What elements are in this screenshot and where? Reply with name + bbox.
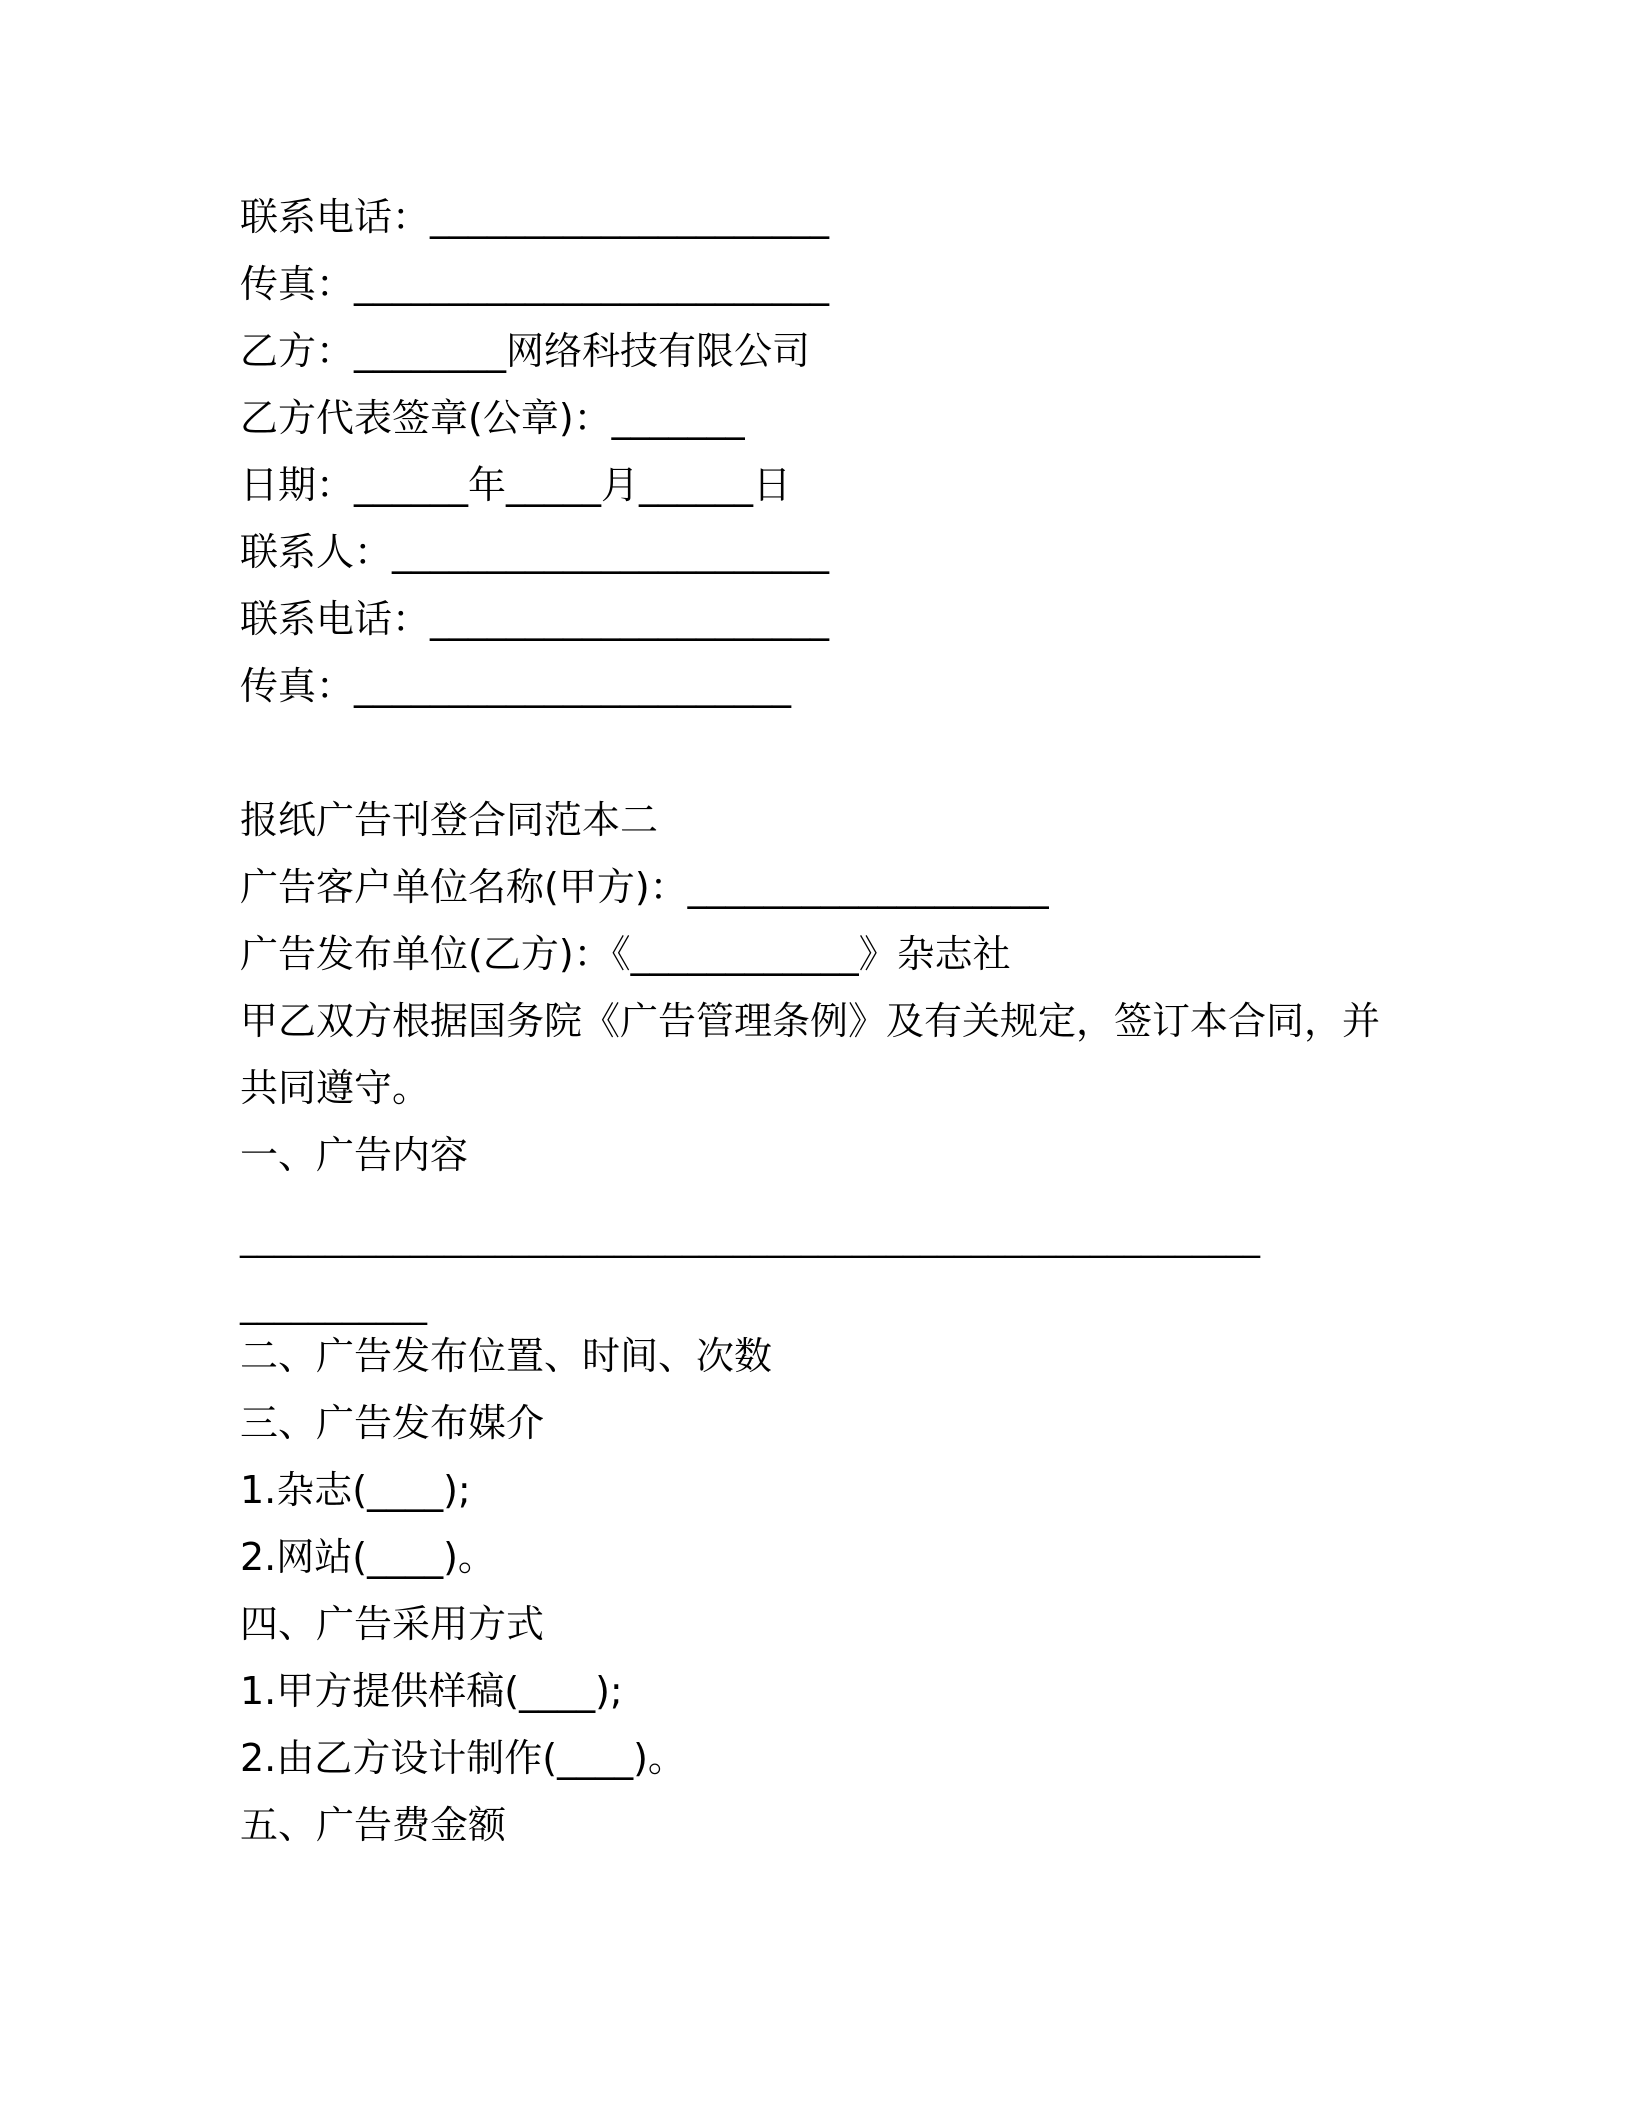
blank-line-short: ___________: [240, 1286, 427, 1326]
heading-fee-amount: 五、广告费金额: [240, 1803, 507, 1847]
media-option-magazine: 1.杂志(____);: [240, 1468, 471, 1512]
client-name-line: 广告客户单位名称(甲方)：___________________: [240, 865, 1049, 909]
heading-position-time-count: 二、广告发布位置、时间、次数: [240, 1334, 773, 1378]
publisher-line: 广告发布单位(乙方)：《____________》杂志社: [240, 932, 1011, 976]
party-a-phone-line: 联系电话：_____________________: [240, 195, 830, 239]
section-title: 报纸广告刊登合同范本二: [240, 798, 659, 842]
preamble-line-2: 共同遵守。: [240, 1066, 431, 1110]
party-b-contact-line: 联系人：_______________________: [240, 530, 830, 574]
preamble-line-1: 甲乙双方根据国务院《广告管理条例》及有关规定，签订本合同，并: [240, 999, 1381, 1043]
party-b-fax-line: 传真：_______________________: [240, 664, 792, 708]
media-option-website: 2.网站(____)。: [240, 1535, 496, 1579]
heading-media: 三、广告发布媒介: [240, 1401, 545, 1445]
heading-adoption-method: 四、广告采用方式: [240, 1602, 545, 1646]
heading-ad-content: 一、广告内容: [240, 1133, 469, 1177]
blank-line-long: ____________________________________________________________: [240, 1219, 1260, 1259]
party-b-name-line: 乙方：________网络科技有限公司: [240, 329, 811, 373]
party-b-phone-line: 联系电话：_____________________: [240, 597, 830, 641]
party-b-signature-line: 乙方代表签章(公章)：_______: [240, 396, 745, 440]
party-a-fax-line: 传真：_________________________: [240, 262, 830, 306]
method-option-sample: 1.甲方提供样稿(____);: [240, 1669, 623, 1713]
date-line: 日期：______年_____月______日: [240, 463, 792, 507]
method-option-design: 2.由乙方设计制作(____)。: [240, 1736, 686, 1780]
